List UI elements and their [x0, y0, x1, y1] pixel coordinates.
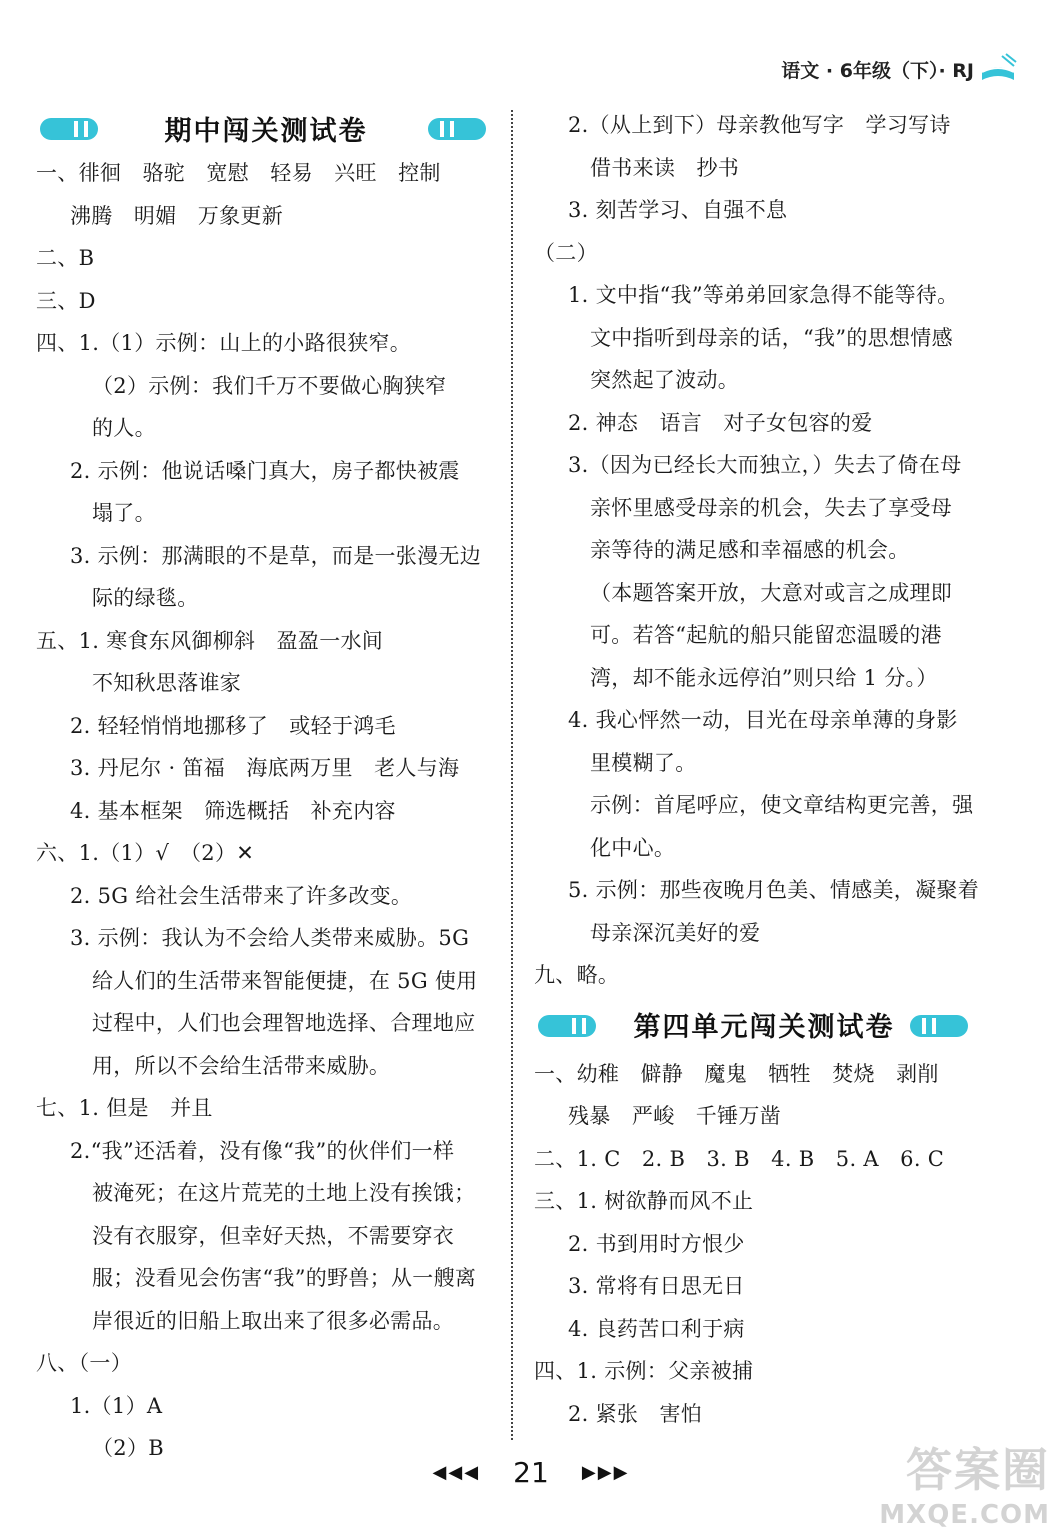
answer-line: 二、1. C 2. B 3. B 4. B 5. A 6. C [534, 1146, 945, 1171]
left-column [36, 104, 496, 1470]
answer-line: （2）B [92, 1436, 164, 1460]
right-column [534, 104, 994, 1435]
answer-line: 里模糊了。 [590, 750, 697, 775]
answer-line: 被淹死；在这片荒芜的土地上没有挨饿； [92, 1181, 476, 1205]
answer-line: 际的绿毯。 [92, 586, 199, 610]
section-title-midterm [36, 104, 496, 152]
answer-line: 残暴 严峻 千锤万凿 [568, 1104, 781, 1128]
answer-line: 不知秋思落谁家 [92, 671, 242, 695]
answer-line: 5. 示例：那些夜晚月色美、情感美，凝聚着 [568, 878, 980, 902]
answer-line: 3. 示例：那满眼的不是草，而是一张漫无边 [70, 543, 482, 568]
answer-line: 的人。 [92, 416, 156, 440]
answer-line: 九、略。 [534, 963, 620, 987]
answer-line: 二、B [36, 246, 95, 270]
answer-line: 2.“我”还活着，没有像“我”的伙伴们一样 [70, 1138, 455, 1163]
title-decoration-left [538, 1015, 596, 1037]
answer-line: 用，所以不会给生活带来威胁。 [92, 1053, 391, 1078]
answer-line: 亲怀里感受母亲的机会，失去了享受母 [590, 495, 953, 520]
answer-line: （二） [534, 240, 598, 265]
answer-line: 一、幼稚 僻静 魔鬼 牺牲 焚烧 剥削 [534, 1061, 939, 1086]
answer-line: 四、1. 示例：父亲被捕 [534, 1359, 754, 1383]
answer-list [534, 104, 994, 997]
answer-line: 三、D [36, 288, 96, 313]
watermark-text: 答案圈 [906, 1443, 1050, 1497]
next-arrows-icon: ▶▶▶ [581, 1462, 630, 1483]
answer-line: 没有衣服穿，但幸好天热，不需要穿衣 [92, 1223, 455, 1248]
answer-line: 2. 书到用时方恨少 [568, 1231, 745, 1256]
title-decoration-right [428, 118, 486, 140]
column-divider [511, 110, 513, 1440]
answer-line: 过程中，人们也会理智地选择、合理地应 [92, 1011, 476, 1035]
answer-line: 2. 紧张 害怕 [568, 1401, 703, 1426]
book-subject-header: 语文 · 6年级（下）· RJ [781, 60, 974, 82]
answer-line: 4. 良药苦口利于病 [568, 1316, 745, 1341]
open-book-icon [978, 52, 1018, 86]
answer-line: 借书来读 抄书 [590, 155, 740, 180]
page-number: 21 [513, 1456, 549, 1489]
answer-line: 3. 丹尼尔 · 笛福 海底两万里 老人与海 [70, 756, 460, 780]
answer-line: 八、（一） [36, 1351, 132, 1375]
answer-line: 3. 示例：我认为不会给人类带来威胁。5G [70, 926, 470, 950]
answer-list [36, 152, 496, 1470]
answer-line: 2.（从上到下）母亲教他写字 学习写诗 [568, 113, 951, 137]
answer-line: 2. 示例：他说话嗓门真大，房子都快被震 [70, 458, 460, 483]
answer-line: 亲等待的满足感和幸福感的机会。 [590, 538, 910, 562]
answer-line: 给人们的生活带来智能便捷，在 5G 使用 [92, 968, 478, 993]
answer-line: 四、1.（1）示例：山上的小路很狭窄。 [36, 331, 412, 355]
answer-line: 岸很近的旧船上取出来了很多必需品。 [92, 1308, 455, 1333]
answer-line: 1.（1）A [70, 1393, 163, 1418]
answer-line: 3. 刻苦学习、自强不息 [568, 198, 788, 222]
answer-line: 七、1. 但是 并且 [36, 1096, 213, 1120]
answer-line: 1. 文中指“我”等弟弟回家急得不能等待。 [568, 283, 959, 307]
answer-line: 4. 我心怦然一动，目光在母亲单薄的身影 [568, 708, 958, 732]
answer-line: 母亲深沉美好的爱 [590, 920, 761, 945]
answer-line: （2）示例：我们千万不要做心胸狭窄 [92, 373, 447, 398]
title-decoration-left [40, 118, 98, 140]
answer-line: 2. 神态 语言 对子女包容的爱 [568, 410, 873, 435]
answer-line: 三、1. 树欲静而风不止 [534, 1189, 754, 1213]
answer-line: 3. 常将有日思无日 [568, 1274, 745, 1298]
answer-line: 塌了。 [92, 501, 156, 525]
answer-line: 服；没看见会伤害“我”的野兽；从一艘离 [92, 1266, 477, 1290]
section-title-text: 期中闯关测试卷 [164, 115, 368, 147]
watermark-logo [879, 1434, 1050, 1530]
answer-line: 2. 轻轻悄悄地挪移了 或轻于鸿毛 [70, 713, 396, 738]
answer-line: 湾，却不能永远停泊”则只给 1 分。） [590, 665, 938, 690]
answer-line: 文中指听到母亲的话，“我”的思想情感 [590, 325, 953, 350]
answer-line: 3.（因为已经长大而独立，）失去了倚在母 [568, 453, 962, 477]
watermark-url: MXQE.COM [879, 1500, 1050, 1530]
section-title-text: 第四单元闯关测试卷 [633, 1012, 895, 1043]
answer-line: 示例：首尾呼应，使文章结构更完善，强 [590, 793, 974, 817]
answer-line: 2. 5G 给社会生活带来了许多改变。 [70, 883, 413, 908]
answer-line: 沸腾 明媚 万象更新 [70, 203, 283, 228]
answer-line: 五、1. 寒食东风御柳斜 盈盈一水间 [36, 628, 384, 653]
answer-line: 突然起了波动。 [590, 368, 740, 392]
title-decoration-right [910, 1015, 968, 1037]
answer-list [534, 1053, 994, 1436]
answer-line: （本题答案开放，大意对或言之成理即 [590, 580, 953, 605]
prev-arrows-icon: ◀◀◀ [432, 1462, 481, 1483]
answer-line: 一、徘徊 骆驼 宽慰 轻易 兴旺 控制 [36, 161, 441, 185]
answer-line: 化中心。 [590, 835, 676, 860]
answer-line: 六、1.（1）√ （2）✕ [36, 841, 255, 865]
answer-line: 4. 基本框架 筛选概括 补充内容 [70, 798, 396, 823]
answer-line: 可。若答“起航的船只能留恋温暖的港 [590, 623, 942, 647]
section-title-unit4 [534, 1001, 994, 1049]
